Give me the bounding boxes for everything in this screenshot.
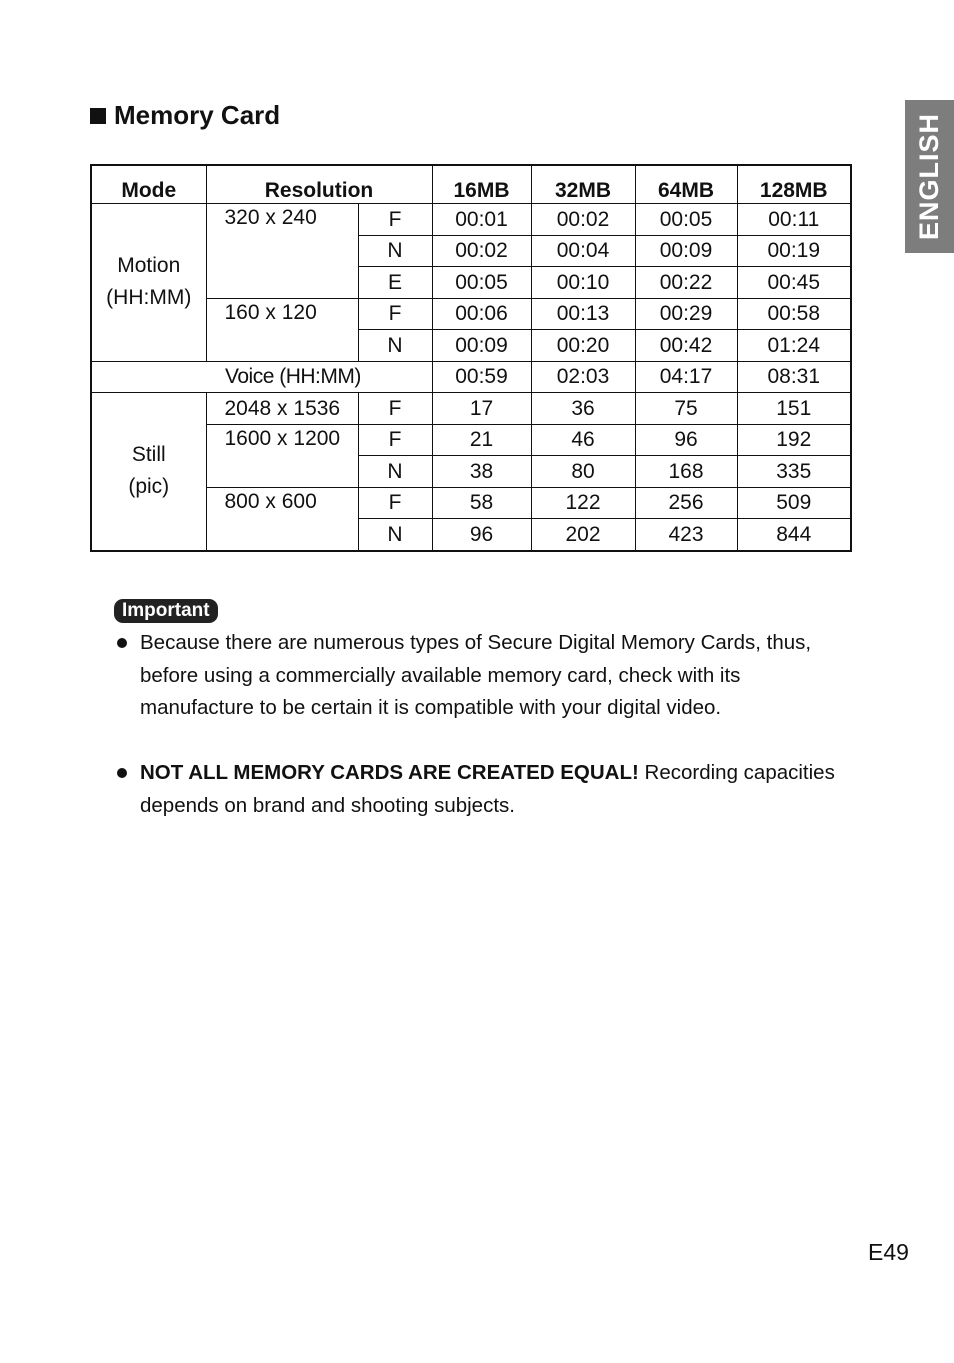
- value-cell: 58: [432, 487, 531, 519]
- language-tab: [905, 100, 954, 253]
- important-badge: Important: [114, 599, 218, 623]
- quality-cell: N: [358, 330, 432, 362]
- value-cell: 00:22: [635, 267, 737, 299]
- value-cell: 96: [432, 519, 531, 551]
- value-cell: 08:31: [737, 361, 851, 393]
- value-cell: 423: [635, 519, 737, 551]
- quality-cell: N: [358, 519, 432, 551]
- value-cell: 256: [635, 487, 737, 519]
- value-cell: 00:20: [531, 330, 635, 362]
- value-cell: 00:05: [635, 204, 737, 236]
- header-32mb: 32MB: [531, 165, 635, 204]
- value-cell: 00:06: [432, 298, 531, 330]
- quality-cell: F: [358, 487, 432, 519]
- value-cell: 00:02: [531, 204, 635, 236]
- mode-cell-still: [91, 393, 206, 551]
- table-row: [91, 204, 851, 236]
- value-cell: 00:01: [432, 204, 531, 236]
- value-cell: 00:29: [635, 298, 737, 330]
- bullet-icon: [117, 768, 127, 778]
- resolution-cell: 800 x 600: [206, 487, 358, 551]
- value-cell: 01:24: [737, 330, 851, 362]
- mode-motion-line2: (HH:MM): [106, 286, 192, 310]
- quality-cell: F: [358, 393, 432, 425]
- mode-cell-motion: [91, 204, 206, 362]
- note-not-equal: [114, 757, 859, 822]
- value-cell: 75: [635, 393, 737, 425]
- value-cell: 202: [531, 519, 635, 551]
- value-cell: 96: [635, 424, 737, 456]
- value-cell: 168: [635, 456, 737, 488]
- table-row: [91, 393, 851, 425]
- note-compatibility: [114, 627, 859, 725]
- quality-cell: F: [358, 204, 432, 236]
- value-cell: 36: [531, 393, 635, 425]
- value-cell: 335: [737, 456, 851, 488]
- table-header-row: [91, 165, 851, 204]
- mode-still-line1: Still: [131, 442, 166, 466]
- quality-cell: E: [358, 267, 432, 299]
- value-cell: 21: [432, 424, 531, 456]
- language-tab-label: ENGLISH: [914, 112, 945, 241]
- value-cell: 00:58: [737, 298, 851, 330]
- value-cell: 00:09: [432, 330, 531, 362]
- header-128mb: 128MB: [737, 165, 851, 204]
- value-cell: 17: [432, 393, 531, 425]
- value-cell: 00:05: [432, 267, 531, 299]
- note-text: Because there are numerous types of Secure Digital Memory Cards, thus, before using a commercially available memory card, check with its manufacture to be certain it is compatible with your digital video.: [140, 631, 812, 719]
- bullet-icon: [117, 638, 127, 648]
- value-cell: 151: [737, 393, 851, 425]
- resolution-cell: 160 x 120: [206, 298, 358, 361]
- quality-cell: F: [358, 424, 432, 456]
- value-cell: 00:13: [531, 298, 635, 330]
- mode-still-line2: (pic): [128, 475, 170, 499]
- value-cell: 122: [531, 487, 635, 519]
- quality-cell: N: [358, 456, 432, 488]
- value-cell: 509: [737, 487, 851, 519]
- note-bold-text: NOT ALL MEMORY CARDS ARE CREATED EQUAL!: [140, 761, 639, 784]
- black-square-icon: [90, 108, 106, 124]
- value-cell: 00:59: [432, 361, 531, 393]
- quality-cell: N: [358, 235, 432, 267]
- value-cell: 192: [737, 424, 851, 456]
- value-cell: 00:19: [737, 235, 851, 267]
- mode-motion-line1: Motion: [117, 253, 181, 277]
- header-64mb: 64MB: [635, 165, 737, 204]
- value-cell: 46: [531, 424, 635, 456]
- table-row-voice: [91, 361, 851, 393]
- value-cell: 00:02: [432, 235, 531, 267]
- recording-capacity-table: [90, 164, 852, 552]
- value-cell: 00:42: [635, 330, 737, 362]
- value-cell: 38: [432, 456, 531, 488]
- section-title-text: Memory Card: [114, 100, 281, 130]
- value-cell: 844: [737, 519, 851, 551]
- resolution-cell: 1600 x 1200: [206, 424, 358, 487]
- page-number: E49: [868, 1239, 909, 1265]
- value-cell: 00:11: [737, 204, 851, 236]
- note-text: Recording capacities depends on brand and shooting subjects.: [140, 761, 835, 817]
- header-mode: Mode: [91, 165, 206, 204]
- quality-cell: F: [358, 298, 432, 330]
- resolution-cell: 2048 x 1536: [206, 393, 358, 425]
- value-cell: 00:10: [531, 267, 635, 299]
- value-cell: 00:45: [737, 267, 851, 299]
- value-cell: 04:17: [635, 361, 737, 393]
- value-cell: 80: [531, 456, 635, 488]
- value-cell: 00:04: [531, 235, 635, 267]
- value-cell: 02:03: [531, 361, 635, 393]
- value-cell: 00:09: [635, 235, 737, 267]
- header-resolution: Resolution: [206, 165, 432, 204]
- voice-label: Voice (HH:MM): [91, 361, 432, 393]
- header-16mb: 16MB: [432, 165, 531, 204]
- resolution-cell: 320 x 240: [206, 204, 358, 299]
- section-title: [90, 100, 280, 131]
